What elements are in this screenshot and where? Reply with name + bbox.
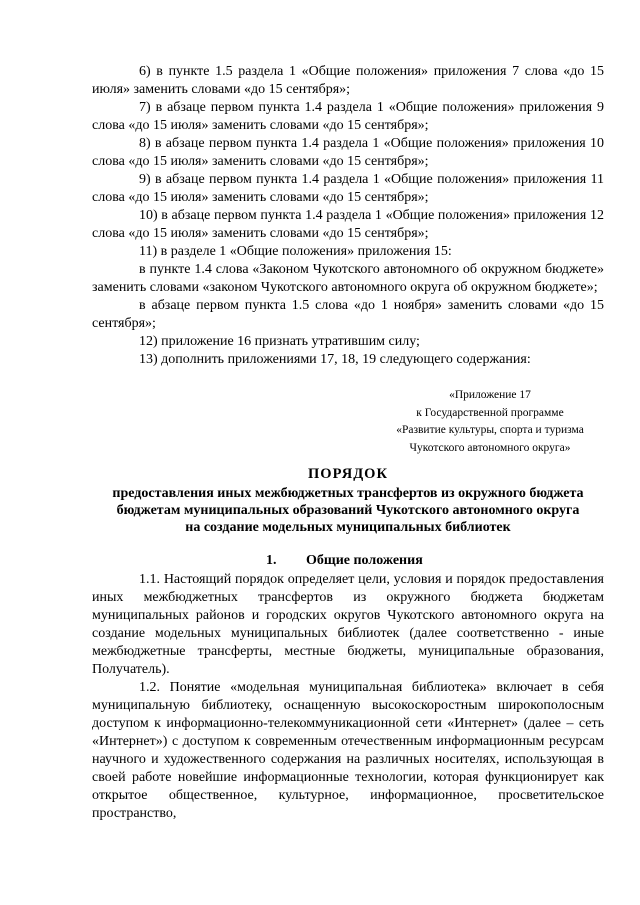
paragraph: 1.1. Настоящий порядок определяет цели, условия и порядок предоставления иных межбюджетных трансфертов из окружного бюджета бюджетам муниципальных районов и городских округов Чукотского автономного округа на создание модельных муниципальных библиотек (далее соответственно - иные межбюджетные трансферты, местные бюджеты, муниципальные образования, Получатель). xyxy=(92,572,604,677)
section-body xyxy=(92,571,604,823)
amendment-item: 13) дополнить приложениями 17, 18, 19 следующего содержания: xyxy=(139,352,531,367)
appendix-line: «Приложение 17 xyxy=(449,389,531,401)
amendment-item: 12) приложение 16 признать утратившим силу; xyxy=(139,334,420,349)
appendix-line: к Государственной программе xyxy=(416,406,564,419)
amendment-item: 9) в абзаце первом пункта 1.4 раздела 1 «Общие положения» приложения 11 слова «до 15 июля» заменить словами «до 15 сентября»; xyxy=(92,172,604,205)
appendix-header xyxy=(380,387,600,457)
amendment-item: 6) в пункте 1.5 раздела 1 «Общие положения» приложения 7 слова «до 15 июля» заменить словами «до 15 сентября»; xyxy=(92,64,604,97)
amendment-item: в пункте 1.4 слова «Законом Чукотского автономного об окружном бюджете» заменить словами «законом Чукотского автономного округа об окружном бюджете»; xyxy=(92,262,604,295)
section-number: 1. xyxy=(266,553,277,568)
paragraph: 1.2. Понятие «модельная муниципальная библиотека» включает в себя муниципальную библиотеку, оснащенную высокоскоростным широкополосным доступом к информационно-телекоммуникационной сети «Интернет» (далее – сеть «Интернет») с доступом к современным отечественным информационным ресурсам научного и художественного содержания на различных носителях, использующая в своей работе новейшие информационные технологии, которая функционирует как открытое общественное, культурное, информационное, просветительское пространство, xyxy=(92,680,604,821)
amendment-item: 11) в разделе 1 «Общие положения» приложения 15: xyxy=(139,244,452,259)
title-line: предоставления иных межбюджетных трансфертов из окружного бюджета xyxy=(112,486,584,501)
amendment-item: 7) в абзаце первом пункта 1.4 раздела 1 «Общие положения» приложения 9 слова «до 15 июля» заменить словами «до 15 сентября»; xyxy=(92,100,604,133)
appendix-line: Чукотского автономного округа» xyxy=(409,441,571,454)
title-line: бюджетам муниципальных образований Чукотского автономного округа xyxy=(116,503,580,518)
amendment-item: в абзаце первом пункта 1.5 слова «до 1 ноября» заменить словами «до 15 сентября»; xyxy=(92,298,604,331)
appendix-line: «Развитие культуры, спорта и туризма xyxy=(396,424,584,436)
document-title xyxy=(80,466,616,536)
section-title: Общие положения xyxy=(306,553,423,568)
title-line: на создание модельных муниципальных библиотек xyxy=(185,520,511,535)
amendments-list xyxy=(92,63,604,369)
amendment-item: 8) в абзаце первом пункта 1.4 раздела 1 «Общие положения» приложения 10 слова «до 15 июля» заменить словами «до 15 сентября»; xyxy=(92,136,604,169)
title-main: ПОРЯДОК xyxy=(308,466,388,482)
amendment-item: 10) в абзаце первом пункта 1.4 раздела 1 «Общие положения» приложения 12 слова «до 15 июля» заменить словами «до 15 сентября»; xyxy=(92,208,604,241)
